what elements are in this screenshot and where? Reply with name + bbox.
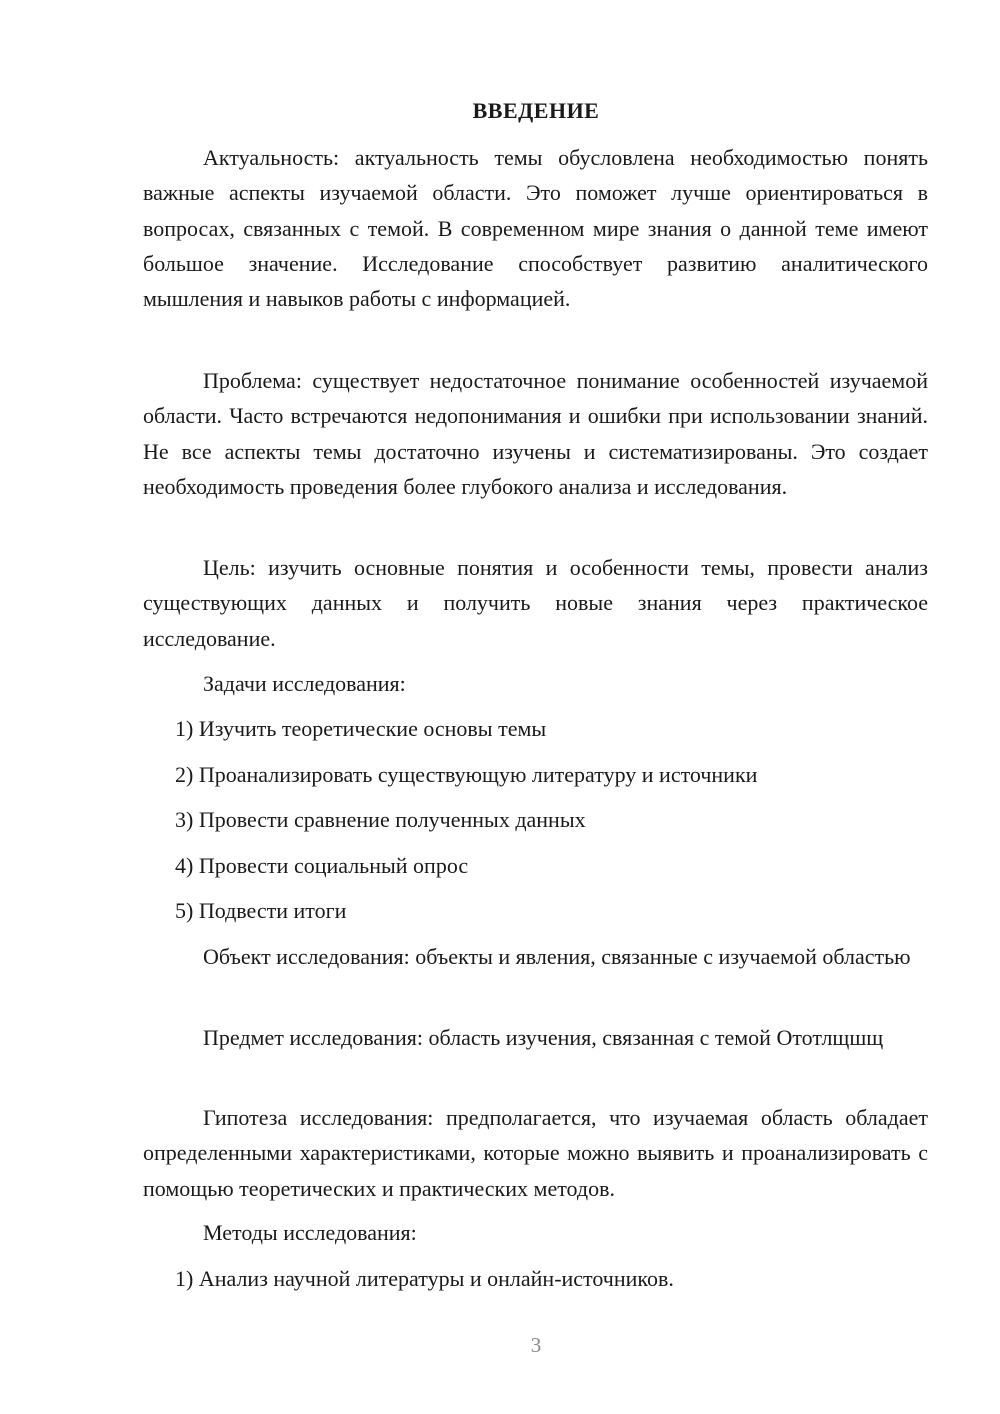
task-item: 2) Проанализировать существующую литературу и источники xyxy=(175,762,758,787)
object-paragraph: Объект исследования: объекты и явления, связанные с изучаемой областью xyxy=(203,944,911,969)
methods-heading: Методы исследования: xyxy=(203,1220,417,1245)
goal-paragraph: Цель: изучить основные понятия и особенности темы, провести анализ существующих данных и получить новые знания через практическое исследование. xyxy=(143,555,928,651)
relevance-paragraph: Актуальность: актуальность темы обусловлена необходимостью понять важные аспекты изучаемой области. Это поможет лучше ориентироваться в вопросах, связанных с темой. В современном мире знания о данной теме имеют большое значение. Исследование способствует развитию аналитического мышления и навыков работы с информацией. xyxy=(143,145,928,312)
section-title: ВВЕДЕНИЕ xyxy=(472,98,600,123)
task-item: 5) Подвести итоги xyxy=(175,898,347,923)
task-item: 4) Провести социальный опрос xyxy=(175,853,469,878)
task-item: 3) Провести сравнение полученных данных xyxy=(175,807,586,832)
problem-paragraph: Проблема: существует недостаточное понимание особенностей изучаемой области. Часто встречаются недопонимания и ошибки при использовании знаний. Не все аспекты темы достаточно изучены и систематизированы. Это создает необходимость проведения более глубокого анализа и исследования. xyxy=(143,368,928,499)
task-item: 1) Изучить теоретические основы темы xyxy=(175,716,547,741)
method-item: 1) Анализ научной литературы и онлайн-источников. xyxy=(175,1266,674,1291)
tasks-heading: Задачи исследования: xyxy=(203,671,406,696)
page-number: 3 xyxy=(530,1333,542,1357)
hypothesis-paragraph: Гипотеза исследования: предполагается, что изучаемая область обладает определенными характеристиками, которые можно выявить и проанализировать с помощью теоретических и практических методов. xyxy=(143,1105,928,1201)
subject-paragraph: Предмет исследования: область изучения, связанная с темой Ототлщшщ xyxy=(203,1025,884,1050)
